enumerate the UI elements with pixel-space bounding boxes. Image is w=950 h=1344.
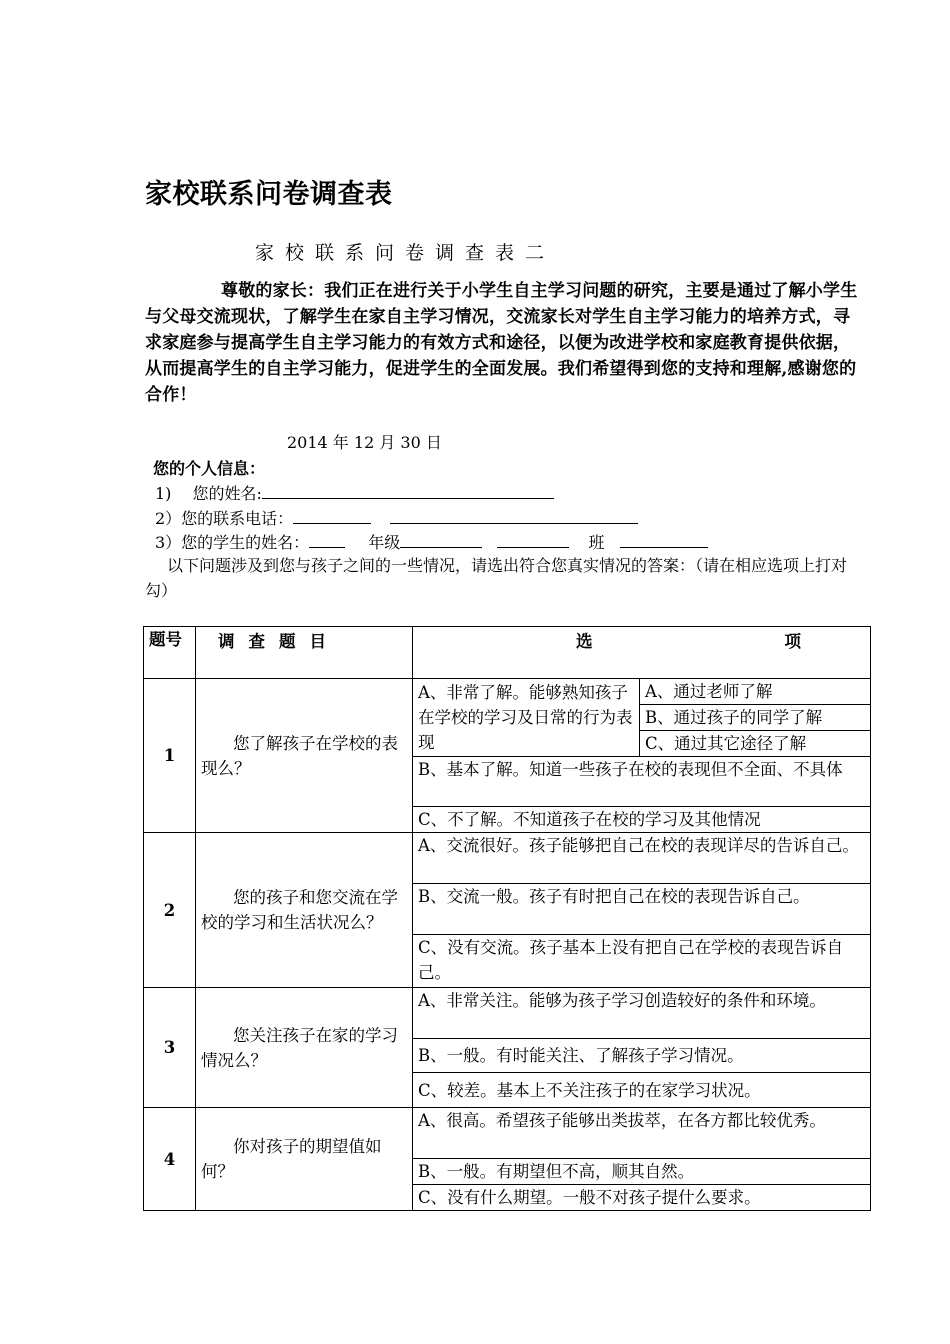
table-row (144, 833, 871, 884)
option-cell[interactable]: C、不了解。不知道孩子在校的学习及其他情况 (413, 807, 871, 833)
option-cell[interactable]: C、没有什么期望。一般不对孩子提什么要求。 (413, 1185, 871, 1211)
sub-option-cell[interactable]: C、通过其它途径了解 (640, 731, 871, 757)
option-cell[interactable]: A、非常了解。能够熟知孩子在学校的学习及日常的行为表现 (413, 679, 640, 757)
table-row (144, 679, 871, 705)
table-header-row (144, 627, 871, 679)
class-label: 班 (588, 533, 605, 552)
question-number: 4 (144, 1108, 196, 1211)
personal-info-heading: 您的个人信息： (153, 459, 266, 478)
class-field[interactable] (620, 531, 708, 548)
name-label: 1) 您的姓名: (155, 484, 262, 503)
name-field[interactable] (262, 482, 554, 499)
instruction-note (145, 553, 863, 603)
phone-label: 2）您的联系电话： (155, 509, 294, 528)
document-title: 家校联系问卷调查表 (145, 179, 393, 210)
phone-line (155, 506, 638, 529)
survey-date: 2014 年 12 月 30 日 (287, 433, 442, 452)
phone-field-2[interactable] (390, 507, 638, 524)
grade-label: 年级 (368, 533, 401, 552)
student-label: 3）您的学生的姓名： (155, 533, 310, 552)
survey-table (143, 626, 871, 1211)
option-cell[interactable]: C、没有交流。孩子基本上没有把自己在学校的表现告诉自己。 (413, 935, 871, 988)
option-cell[interactable]: B、交流一般。孩子有时把自己在校的表现告诉自己。 (413, 884, 871, 935)
question-text: 您的孩子和您交流在学校的学习和生活状况么？ (196, 833, 413, 988)
student-line (155, 530, 708, 553)
option-cell[interactable]: A、很高。希望孩子能够出类拔萃，在各方都比较优秀。 (413, 1108, 871, 1159)
sub-option-cell[interactable]: B、通过孩子的同学了解 (640, 705, 871, 731)
header-question: 调查题目 (196, 627, 413, 679)
option-cell[interactable]: B、一般。有期望但不高，顺其自然。 (413, 1159, 871, 1185)
question-text: 您关注孩子在家的学习情况么？ (196, 988, 413, 1108)
intro-text: 尊敬的家长：我们正在进行关于小学生自主学习问题的研究，主要是通过了解小学生与父母交流现状，了解学生在家自主学习情况，交流家长对学生自主学习能力的培养方式，寻求家庭参与提高学生自主学习能力的有效方式和途径，以便为改进学校和家庭教育提供依据，从而提高学生的自主学习能力，促进学生的全面发展。我们希望得到您的支持和理解,感谢您的合作！ (145, 281, 858, 405)
option-cell[interactable]: A、非常关注。能够为孩子学习创造较好的条件和环境。 (413, 988, 871, 1039)
question-number: 1 (144, 679, 196, 833)
survey-subtitle: 家校联系问卷调查表二 (255, 242, 556, 264)
header-options-left: 选 (576, 632, 593, 651)
question-number: 2 (144, 833, 196, 988)
intro-paragraph (145, 278, 860, 408)
question-text: 你对孩子的期望值如何？ (196, 1108, 413, 1211)
table-row (144, 988, 871, 1039)
instruction-text: 以下问题涉及到您与孩子之间的一些情况，请选出符合您真实情况的答案：（请在相应选项上打对勾） (145, 556, 848, 600)
question-number: 3 (144, 988, 196, 1108)
option-cell[interactable]: C、较差。基本上不关注孩子的在家学习状况。 (413, 1073, 871, 1108)
grade-field-2[interactable] (497, 531, 569, 548)
option-cell[interactable]: B、一般。有时能关注、了解孩子学习情况。 (413, 1039, 871, 1073)
student-name-field[interactable] (309, 531, 345, 548)
option-cell[interactable]: A、交流很好。孩子能够把自己在校的表现详尽的告诉自己。 (413, 833, 871, 884)
table-row (144, 1108, 871, 1159)
header-options (413, 627, 871, 679)
grade-field[interactable] (400, 531, 482, 548)
header-number: 题号 (144, 627, 196, 679)
question-text: 您了解孩子在学校的表现么？ (196, 679, 413, 833)
sub-option-cell[interactable]: A、通过老师了解 (640, 679, 871, 705)
name-line (155, 481, 554, 504)
header-options-right: 项 (784, 632, 801, 651)
option-cell[interactable]: B、基本了解。知道一些孩子在校的表现但不全面、不具体 (413, 757, 871, 807)
phone-field-1[interactable] (293, 507, 371, 524)
